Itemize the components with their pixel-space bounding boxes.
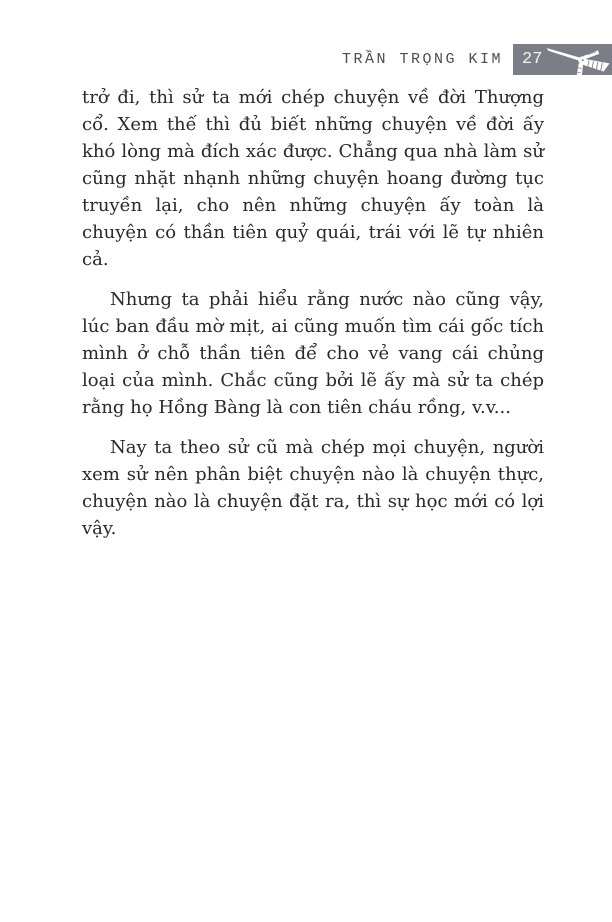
lac-bird-icon <box>545 36 611 82</box>
page-number: 27 <box>522 50 543 69</box>
paragraph-1: trở đi, thì sử ta mới chép chuyện về đời Thượng cổ. Xem thế thì đủ biết những chuyện về đời ấy khó lòng mà đích xác được. Chẳng qua nhà làm sử cũng nhặt nhạnh những chuyện hoang đường tục truyền lại, cho nên những chuyện ấy toàn là chuyện có thần tiên quỷ quái, trái với lẽ tự nhiên cả. <box>82 87 544 270</box>
paragraph-3: Nay ta theo sử cũ mà chép mọi chuyện, người xem sử nên phân biệt chuyện nào là chuyện thực, chuyện nào là chuyện đặt ra, thì sự học mới có lợi vậy. <box>82 437 544 539</box>
paragraph-2: Nhưng ta phải hiểu rằng nước nào cũng vậy, lúc ban đầu mờ mịt, ai cũng muốn tìm cái gốc tích mình ở chỗ thần tiên để cho vẻ vang cái chủng loại của mình. Chắc cũng bởi lẽ ấy mà sử ta chép rằng họ Hồng Bàng là con tiên cháu rồng, v.v... <box>82 289 544 418</box>
author-name: TRẦN TRỌNG KIM <box>341 51 503 68</box>
page-number-bar <box>513 44 612 75</box>
page-header <box>0 44 612 75</box>
body-text <box>82 84 544 555</box>
